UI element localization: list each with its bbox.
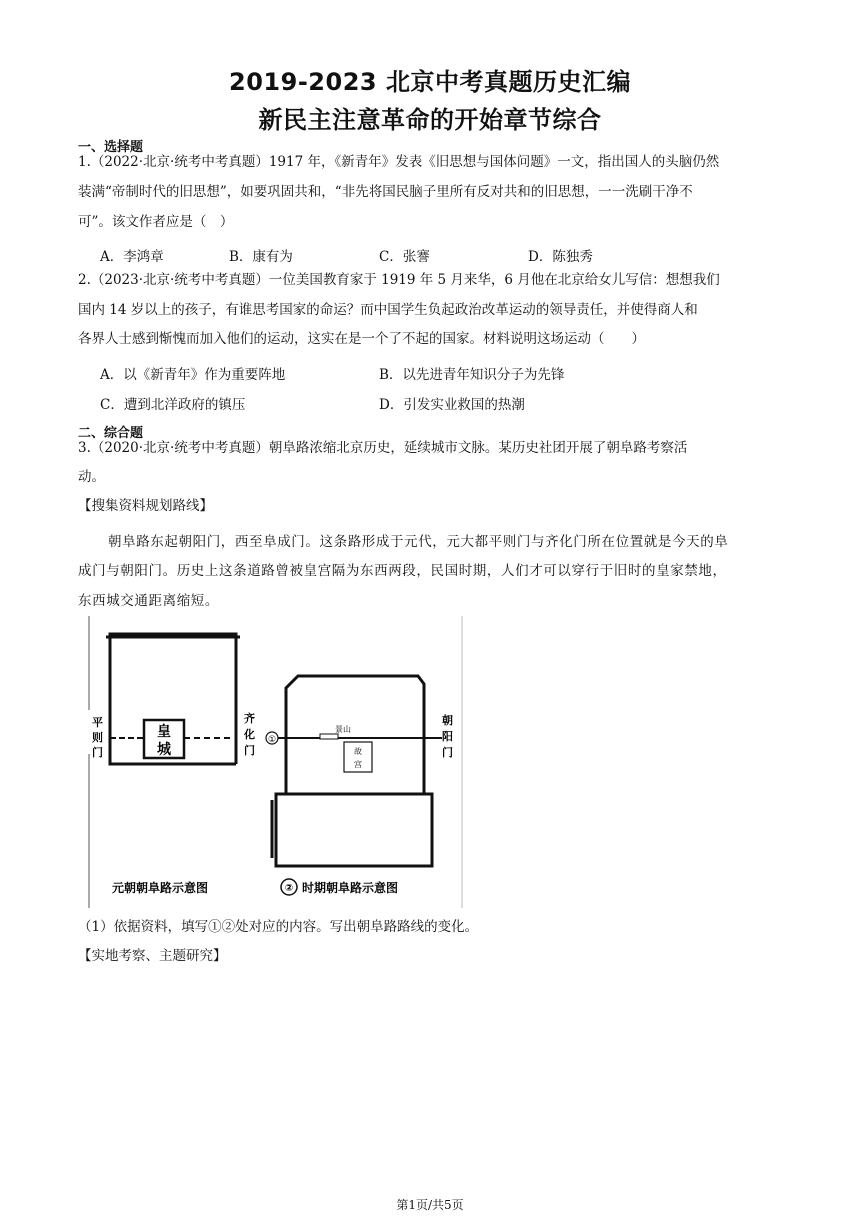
q2-text-line1: 2.（2023·北京·统考中考真题）一位美国教育家于 1919 年 5 月来华，6 月他在北京给女儿写信：想想我们 [78,272,720,288]
q3-sub-question-1: （1）依据资料，填写①②处对应的内容。写出朝阜路路线的变化。 [78,919,479,935]
q3-text-line2: 动。 [78,469,105,485]
q2-option-d: D．引发实业救国的热潮 [379,397,525,413]
q3-material-line2: 成门与朝阳门。历史上这条道路曾被皇宫隔为东西两段，民国时期，人们才可以穿行于旧时的皇家禁地， [78,563,727,579]
pingzemen-label-1: 平 [92,716,103,729]
q3-material-line1: 朝阜路东起朝阳门，西至阜成门。这条路形成于元代，元大都平则门与齐化门所在位置就是今天的阜 [108,534,729,550]
jingshan-label: 景山 [335,725,351,734]
q3-heading-fieldwork: 【实地考察、主题研究】 [78,948,227,964]
gugong-label-1: 故 [354,747,362,756]
beijing-outer-city-outline [272,794,432,866]
page-subtitle: 新民主注意革命的开始章节综合 [258,106,602,134]
chaoyangmen-label-2: 阳 [442,730,453,743]
pingzemen-label-2: 则 [92,731,103,744]
chaofu-road-map-figure [86,614,464,910]
huangcheng-label-2: 城 [157,742,171,758]
gugong-label-2: 宫 [354,760,362,769]
circle-1-label: ① [267,735,277,745]
page-title: 2019-2023 北京中考真题历史汇编 [229,68,631,96]
q2-option-c: C．遭到北洋政府的镇压 [100,397,246,413]
map-caption-period: 时期朝阜路示意图 [302,881,399,895]
q3-text-line1: 3.（2020·北京·统考中考真题）朝阜路浓缩北京历史，延续城市文脉。某历史社团开展了朝阜路考察活 [78,440,688,456]
circle-2-label: ② [284,883,294,894]
beijing-inner-city-outline [286,676,424,794]
section-heading-comprehensive: 二、综合题 [78,426,144,441]
section-heading-choice: 一、选择题 [78,140,144,155]
q1-text-line1: 1.（2022·北京·统考中考真题）1917 年，《新青年》发表《旧思想与国体问题》一文，指出国人的头脑仍然 [78,154,720,170]
q1-option-b: B．康有为 [229,249,293,265]
qihuamen-label-2: 化 [244,728,255,741]
q2-text-line3: 各界人士感到惭愧而加入他们的运动，这实在是一个了不起的国家。材料说明这场运动（ ） [78,331,645,347]
huangcheng-label-1: 皇 [157,724,171,740]
page-footer: 第1页/共5页 [396,1198,464,1212]
chaoyangmen-label-3: 门 [442,746,453,759]
q1-text-line3: 可”。该文作者应是（ ） [78,214,234,230]
pingzemen-label-3: 门 [92,746,103,759]
chaoyangmen-label-1: 朝 [442,714,453,727]
qihuamen-label-1: 齐 [244,712,255,725]
map-caption-yuan: 元朝朝阜路示意图 [112,881,209,895]
q1-text-line2: 装满“帝制时代的旧思想”，如要巩固共和，“非先将国民脑子里所有反对共和的旧思想，一一洗刷干净不 [78,184,693,200]
q1-option-a: A．李鸿章 [100,249,164,265]
q2-option-b: B．以先进青年知识分子为先锋 [379,367,565,383]
jingshan-mark [320,734,338,739]
q2-option-a: A．以《新青年》作为重要阵地 [100,367,286,383]
q3-material-line3: 东西城交通距离缩短。 [78,593,219,609]
q3-heading-collect: 【搜集资料规划路线】 [78,498,213,514]
qihuamen-label-3: 门 [244,744,255,757]
q1-option-d: D．陈独秀 [528,249,593,265]
q1-option-c: C．张謇 [379,249,430,265]
q2-text-line2: 国内 14 岁以上的孩子，有谁思考国家的命运？而中国学生负起政治改革运动的领导责任，并使得商人和 [78,302,698,318]
